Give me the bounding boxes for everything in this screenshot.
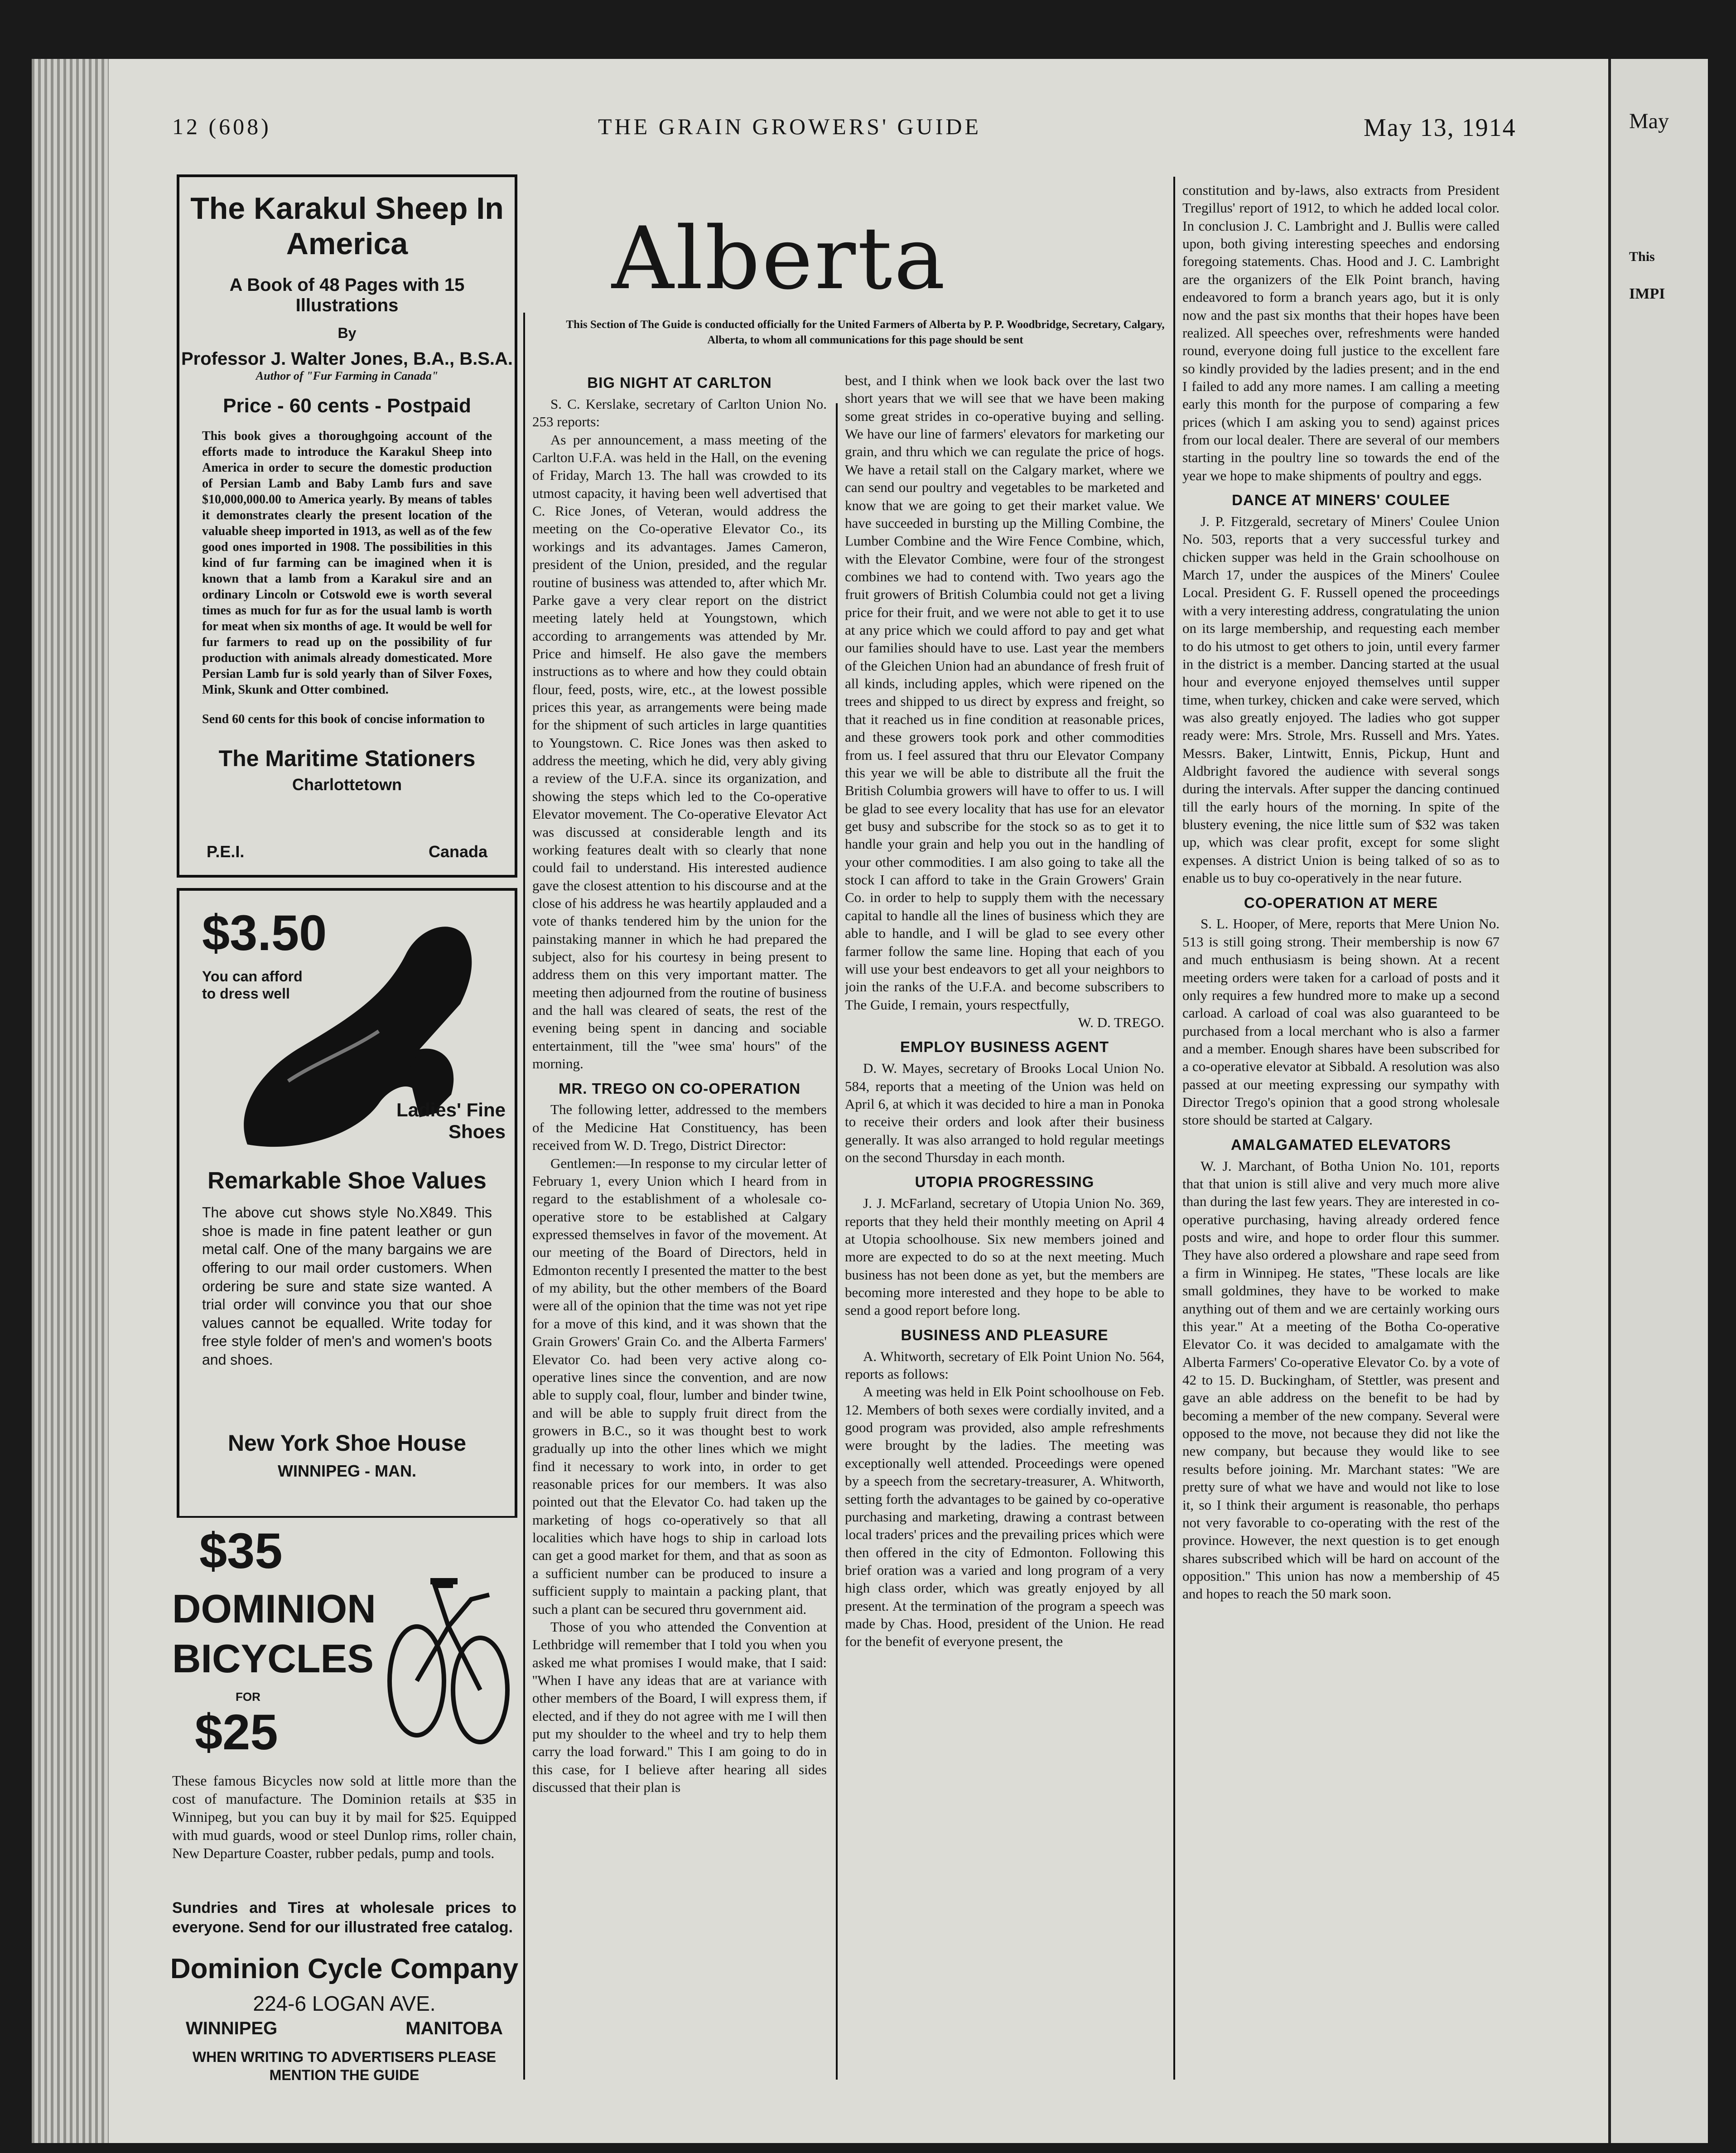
bike-city: WINNIPEG <box>186 2018 278 2038</box>
bike-price-new: $25 <box>195 1704 278 1760</box>
column-3 <box>1182 181 1500 2116</box>
bike-location <box>186 2018 503 2039</box>
shoe-ad <box>177 888 517 1519</box>
publication-title: THE GRAIN GROWERS' GUIDE <box>598 114 982 139</box>
shoe-price: $3.50 <box>202 905 327 961</box>
article-paragraph: Those of you who attended the Convention at Lethbridge will remember that I told you when you asked me what promises I would make, that I said: ''When I have any ideas that are at variance with other members of the Board, I will express them, if elected, and if they do not agree with me I will then put my shoulder to the wheel and try to help them carry the load forward.'' This I am going to do in this case, for I believe after hearing all sides discussed that their plan is <box>532 1618 827 1796</box>
ad-title: The Karakul Sheep In America <box>190 191 504 261</box>
column-2 <box>845 372 1164 2116</box>
bicycle-ad <box>168 1518 521 2093</box>
shoe-body: The above cut shows style No.X849. This shoe is made in fine patent leather or gun metal calf. One of the many bargains we are offering to our mail order customers. When ordering be sure and state size wanted. A trial order will convince you that our shoe values cannot be equalled. Write today for free style folder of men's and women's boots and shoes. <box>202 1204 492 1368</box>
article-heading: BIG NIGHT AT CARLTON <box>587 374 772 391</box>
article-paragraph: J. P. Fitzgerald, secretary of Miners' Coulee Union No. 503, reports that a very successful turkey and chicken supper was held in the Grain schoolhouse on March 17, under the auspices of the Miners' Coulee Local. President G. F. Russell opened the proceedings with a very interesting address, congratulating the union on its large membership, and requesting each member to do his utmost to get others to join, until every farmer in the district is a member. Dancing started at the usual hour and everyone enjoyed themselves until supper time, when turkey, chicken and cake were served, which was also greatly enjoyed. The ladies who got supper ready were: Mrs. Strole, Mrs. Russell and Mrs. Yates. Messrs. Baker, Lintwitt, Ennis, Pickup, Hunt and Aldbright favored the audience with several songs during the intervals. After supper the dancing continued till the early hours of the morning. In spite of the blustery evening, the nice little sum of $32 was taken up, which was clear profit, except for some slight expenses. A district Union is being talked of so as to enable us to buy co-operatively in the near future. <box>1182 513 1500 886</box>
article-paragraph: A. Whitworth, secretary of Elk Point Union No. 564, reports as follows: <box>845 1348 1164 1382</box>
adjacent-page-header: May <box>1629 109 1669 133</box>
section-title: Alberta <box>612 208 947 309</box>
article-paragraph: J. J. McFarland, secretary of Utopia Union No. 369, reports that they held their monthly meeting on April 4 at Utopia schoolhouse. Six new members joined and more are expected to do so at the next meeting. Much business has not been done as yet, but the members are becoming more interested and they hope to be able to send a good report before long. <box>845 1195 1164 1318</box>
article-heading: EMPLOY BUSINESS AGENT <box>900 1038 1109 1056</box>
article-heading: AMALGAMATED ELEVATORS <box>1230 1136 1451 1153</box>
article-paragraph: As per announcement, a mass meeting of the Carlton U.F.A. was held in the Hall, on the evening of Friday, March 13. The hall was crowded to its utmost capacity, it having been well advertised that C. Rice Jones, of Veteran, would address the meeting on the Co-operative Elevator Co., its workings and its advantages. James Cameron, president of the Union, presided, and the regular routine of business was attended to, after which Mr. Parke gave a very clear report on the district meeting lately held at Youngstown, which according to arrangements was attended by Mr. Price and himself. He also gave the members instructions as to where and how they could obtain flour, feed, posts, wire, etc., at the lowest possible prices this year, as arrangements were being made for the shipment of such articles in large quantities to Youngstown. C. Rice Jones was then asked to address the meeting, which he did, very ably giving a review of the U.F.A. since its organization, and showing the steps which led to the Co-operative Elevator movement. The Co-operative Elevator Act was discussed at considerable length and its working features dealt with so clearly that none could fail to understand. His interested audience gave the closest attention to his discourse and at the close of his address he was heartily applauded and a vote of thanks tendered him by the union for the painstaking manner in which he had prepared the subject, also for his courtesy in being present to address them on this very important matter. The meeting then adjourned from the routine of business and the hall was cleared of seats, the rest of the evening being spent in dancing and sociable entertainment, till the ''wee sma' hours'' of the morning. <box>532 431 827 1072</box>
ad-country: Canada <box>428 842 487 861</box>
adjacent-page-fragment <box>1608 59 1708 2143</box>
article-paragraph: constitution and by-laws, also extracts from President Tregillus' report of 1912, to which he added local color. In conclusion J. C. Lambright and J. Bullis were called upon, both giving interesting speeches and endorsing foregoing statements. Chas. Hood and J. C. Lambright are the organizers of the Elk Point branch, having endeavored to form a branch years ago, but it is only now and the past six months that their hopes have been realized. All speeches over, refreshments were handed round, everyone doing full justice to the excellent fare so kindly provided by the ladies present; and in the end I failed to add any more names. I am calling a meeting early this month for the purpose of comparing a few prices (which I am asking you to send) against prices from our local dealer. There are several of our members starting in the poultry line so towards the end of the year we hope to make shipments of poultry and eggs. <box>1182 182 1500 483</box>
column-1 <box>532 367 827 2116</box>
article-heading: UTOPIA PROGRESSING <box>915 1173 1095 1191</box>
article-paragraph: The following letter, addressed to the members of the Medicine Hat Constituency, has been received from W. D. Trego, District Director: <box>532 1101 827 1154</box>
bike-address: 224-6 LOGAN AVE. <box>253 1992 436 2015</box>
column-rule <box>836 403 838 2080</box>
page-edge <box>32 59 109 2143</box>
article-paragraph: D. W. Mayes, secretary of Brooks Local Union No. 584, reports that a meeting of the Union was held on April 6, at which it was decided to hire a man in Ponoka to receive their orders and look after their business generally. It was also arranged to hold regular meetings on the second Thursday in each month. <box>845 1060 1164 1165</box>
ad-author-note: Author of "Fur Farming in Canada" <box>256 369 439 383</box>
issue-date: May 13, 1914 <box>1364 114 1516 142</box>
ad-body: This book gives a thoroughgoing account of the efforts made to introduce the Karakul Sheep into America in order to secure the domestic production of Persian Lamb and Baby Lamb furs and save $10,000,000.00 to America yearly. By means of tables it demonstrates clearly the present location of the valuable sheep imported in 1913, as well as of the few good ones imported in 1908. The possibilities in this kind of fur farming can be imagined when it is known that a lamb from a Karakul sire and an ordinary Lincoln or Cotswold ewe is worth several times as much for fur as for the usual lamb is worth for meat when six months of age. It would be well for fur farmers to read up on the possibility of fur production with animals already domesticated. More Persian Lamb fur is sold yearly than of Silver Foxes, Mink, Skunk and Otter combined. <box>202 429 492 697</box>
article-heading: DANCE AT MINERS' COULEE <box>1232 492 1450 509</box>
ad-price: Price - 60 cents - Postpaid <box>223 395 471 417</box>
section-intro: This Section of The Guide is conducted officially for the United Farmers of Alberta by P. P. Woodbridge, Secretary, Calgary, Alberta, to whom all communications for this page should be sent <box>566 319 1165 346</box>
article-paragraph: best, and I think when we look back over the last two short years that we will see that we have been making some great strides in co-operative buying and selling. We have our line of farmers' elevators for marketing our grain, and thru which we can regulate the price of hogs. We have a retail stall on the Calgary market, where we can send our poultry and vegetables to be marketed and know that we are going to get their market value. We have succeeded in bursting up the Milling Combine, the Lumber Combine and the Wire Fence Combine, which, with the Elevator Combine, were four of the strongest combines we had to contend with. Two years ago the fruit growers of British Columbia could not get a living price for their fruit, and we were not able to get it to use at any price which we could afford to pay and get what our families should have to use. Last year the members of the Gleichen Union had an abundance of fresh fruit of all kinds, including apples, which were ripened on the trees and shipped to us direct by express and freight, so that it reached us in fine condition at reasonable prices, and these growers took pork and other commodities from us. I feel assured that thru our Elevator Company this year we will be able to distribute all the fruit the British Columbia growers will have to offer to us. I will be glad to see every locality that has use for an elevator get busy and subscribe for the stock so as to get it to handle your grain and help you out in the handling of your other commodities. I am also going to take all the stock I can afford to take in the Grain Growers' Grain Co. in order to help to supply them with the necessary capital to handle all the lines of business which they are able to handle, and I will be glad to see every other farmer follow the same line. Hoping that each of you will use your best endeavors to get all your neighbors to join the ranks of the U.F.A. and become subscribers to The Guide, I remain, yours respectfully, <box>845 372 1164 1013</box>
bike-for: FOR <box>236 1690 260 1704</box>
adjacent-page-text: This <box>1629 249 1655 264</box>
article-paragraph: W. J. Marchant, of Botha Union No. 101, reports that that union is still alive and very much more alive than during the last few years. They are interested in co-operative purchasing, having already ordered fence posts and wire, and hope to order flour this summer. They have also ordered a plowshare and rape seed from a firm in Winnipeg. He states, ''These locals are like small goldmines, they have to be worked to make anything out of them and we are certainly working ours this year.'' At a meeting of the Botha Co-operative Elevator Co. it was decided to amalgamate with the Alberta Farmers' Co-operative Elevator Co. by a vote of 42 to 15. D. Buckingham, of Stettler, was present and gave an able address on the benefit to be had by becoming a member of the new company. Several were opposed to the move, not because they did not like the new company, but because they would like to see results before joining. Mr. Marchant states: ''We are pretty sure of what we have and would not like to lose it, so I think their argument is reasonable, tho perhaps not very favorable to co-operating with the rest of the province. However, the next question is to get enough shares subscribed which will be hard on account of the opposition.'' This union has now a membership of 45 and hopes to reach the 50 mark soon. <box>1182 1158 1500 1602</box>
column-rule <box>523 313 525 2080</box>
article-heading: CO-OPERATION AT MERE <box>1244 894 1438 911</box>
article-heading: MR. TREGO ON CO-OPERATION <box>558 1080 801 1097</box>
bike-body: These famous Bicycles now sold at little more than the cost of manufacture. The Dominion retails at $35 in Winnipeg, but you can buy it by mail for $25. Equipped with mud guards, wood or steel Dunlop rims, roller chain, New Departure Coaster, rubber pedals, pump and tools. <box>172 1772 516 1861</box>
shoe-tagline: You can afford to dress well <box>202 968 303 1002</box>
advertiser-notice: WHEN WRITING TO ADVERTISERS PLEASE MENTION THE GUIDE <box>192 2049 497 2083</box>
column-rule <box>1173 177 1175 2080</box>
ad-send: Send 60 cents for this book of concise information to <box>202 712 485 727</box>
bicycle-illustration-icon <box>381 1545 516 1744</box>
shoe-city: WINNIPEG - MAN. <box>278 1462 416 1480</box>
bike-company: Dominion Cycle Company <box>170 1953 519 1984</box>
page-number: 12 (608) <box>172 114 271 139</box>
ad-by: By <box>338 325 357 342</box>
ad-footer <box>207 842 487 861</box>
ad-subtitle: A Book of 48 Pages with 15 Illustrations <box>229 275 465 316</box>
article-paragraph: A meeting was held in Elk Point schoolhouse on Feb. 12. Members of both sexes were cordially invited, and a good program was provided, also ample refreshments were brought by the ladies. The meeting was exceptionally well attended. Proceedings were opened by a speech from the secretary-treasurer, A. Whitworth, setting forth the advantages to be gained by co-operative purchasing and marketing, drawing a contrast between local traders' prices and the prevailing prices which were then offered in the city of Edmonton. Following this brief oration was a varied and long program of a very high class order, which was greatly enjoyed by all present. At the termination of the program a speech was made by Chas. Hood, president of the Union. He read for the benefit of everyone present, the <box>845 1384 1164 1650</box>
ad-company: The Maritime Stationers <box>218 746 476 772</box>
newspaper-page <box>32 59 1708 2143</box>
bike-price-old: $35 <box>199 1523 283 1579</box>
karakul-sheep-ad <box>177 174 517 878</box>
adjacent-page-heading: IMPI <box>1629 285 1665 302</box>
article-heading: BUSINESS AND PLEASURE <box>901 1326 1109 1343</box>
article-paragraph: S. L. Hooper, of Mere, reports that Mere Union No. 513 is still going strong. Their membership is now 67 and much enthusiasm is being shown. At a recent meeting orders were taken for a carload of posts and it only requires a few hundred more to make up a second carload. A carload of coal was also guaranteed to be purchased from a local merchant who is also a farmer and a member. Enough shares have been subscribed for a co-operative elevator at Sibbald. A resolution was also passed at our meeting expressing our sympathy with Director Trego's opinion that a good strong wholesale store should be started at Calgary. <box>1182 916 1500 1128</box>
article-paragraph: S. C. Kerslake, secretary of Carlton Union No. 253 reports: <box>532 396 827 430</box>
article-paragraph: Gentlemen:—In response to my circular letter of February 1, every Union which I heard from in regard to the establishment of a wholesale co-operative store to be established at Calgary expressed themselves in favor of the movement. At our meeting of the Board of Directors, held in Edmonton recently I presented the matter to the best of my ability, but the other members of the Board were all of the opinion that the time was not yet ripe for a move of this kind, and it was shown that the Grain Growers' Grain Co. and the Alberta Farmers' Elevator Co. had been very active along co-operative lines since the convention, and are now able to supply coal, flour, lumber and binder twine, and will be able to supply fruit direct from the growers in B.C., so it was thought best to work gradually up into the other lines which we might find it necessary to work into, in order to get reasonable prices for our members. It was also pointed out that the Elevator Co. had taken up the marketing of hogs co-operatively so that all localities which have hogs to ship in carload lots can get a good market for them, and that as soon as a sufficient number can be produced to insure a sufficient supply to maintain a packing plant, that such a plant can be secured thru government aid. <box>532 1155 827 1617</box>
ad-author: Professor J. Walter Jones, B.A., B.S.A. <box>181 349 513 369</box>
shoe-headline: Remarkable Shoe Values <box>207 1168 487 1194</box>
shoe-ladies: Ladies' Fine Shoes <box>396 1099 506 1143</box>
bike-name-2: BICYCLES <box>172 1636 374 1681</box>
bike-sundries: Sundries and Tires at wholesale prices to everyone. Send for our illustrated free catalog. <box>172 1899 516 1936</box>
ad-city: Charlottetown <box>292 775 402 794</box>
ad-province: P.E.I. <box>207 842 245 861</box>
article-signature: W. D. TREGO. <box>1078 1014 1164 1030</box>
shoe-company: New York Shoe House <box>227 1430 467 1456</box>
bike-province: MANITOBA <box>405 2018 503 2038</box>
bike-name-1: DOMINION <box>172 1586 376 1631</box>
